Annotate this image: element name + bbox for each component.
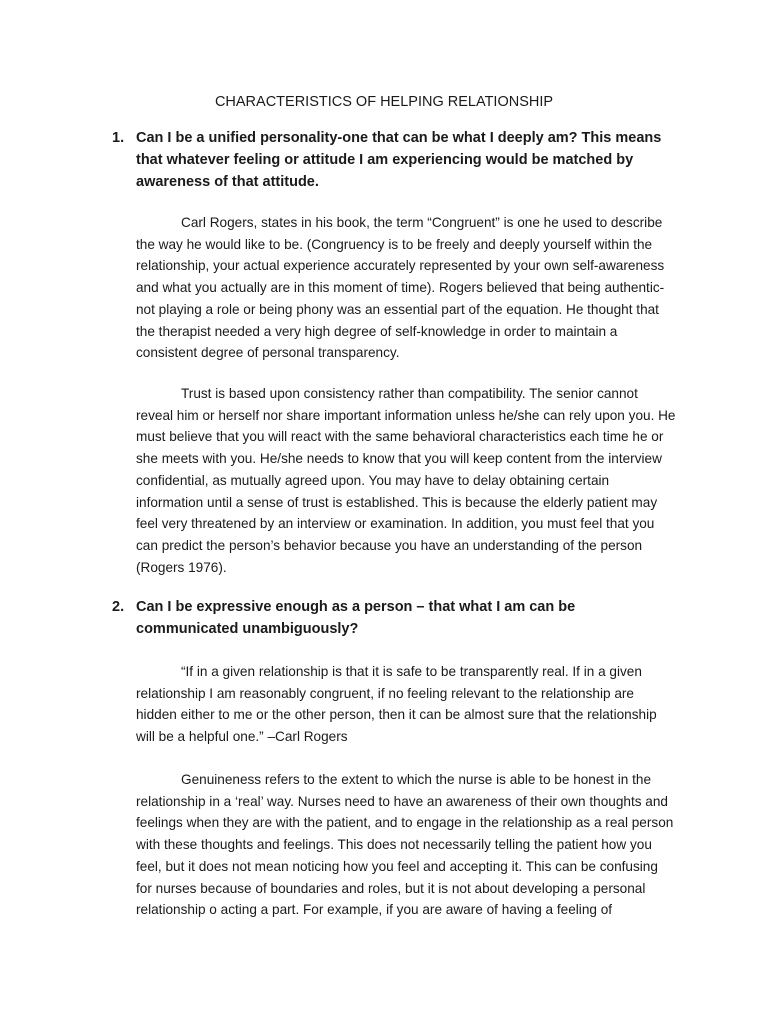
list-item-2 [112, 596, 672, 640]
paragraph-congruence: Carl Rogers, states in his book, the term “Congruent” is one he used to describe the way he would like to be. (Congruency is to be freely and deeply yourself within the relationship, your actual experience accurately represented by your own self-awareness and what you actually are in this moment of time). Rogers believed that being authentic-not playing a role or being phony was an essential part of the equation. He thought that the therapist needed a very high degree of self-knowledge in order to maintain a consistent degree of personal transparency. [136, 215, 665, 361]
paragraph-quote: “If in a given relationship is that it is safe to be transparently real. If in a given relationship I am reasonably congruent, if no feeling relevant to the relationship are hidden either to me or the other person, then it can be almost sure that the relationship will be a helpful one.” –Carl Rogers [136, 664, 657, 745]
question-heading: Can I be a unified personality-one that can be what I deeply am? This means that whatever feeling or attitude I am experiencing would be matched by awareness of that attitude. [136, 130, 662, 190]
document-title: CHARACTERISTICS OF HELPING RELATIONSHIP [214, 94, 554, 110]
list-number: 2. [112, 599, 125, 615]
list-item-1 [112, 127, 672, 193]
paragraph-trust: Trust is based upon consistency rather than compatibility. The senior cannot reveal him or herself nor share important information unless he/she can rely upon you. He must believe that you will react with the same behavioral characteristics each time he or she meets with you. He/she needs to know that you will keep content from the interview confidential, as mutually agreed upon. You may have to delay obtaining certain information until a sense of trust is established. This is because the elderly patient may feel very threatened by an interview or examination. In addition, you must feel that you can predict the person’s behavior because you have an understanding of the person (Rogers 1976). [136, 386, 676, 575]
paragraph-genuineness: Genuineness refers to the extent to which the nurse is able to be honest in the relationship in a ‘real’ way. Nurses need to have an awareness of their own thoughts and feelings when they are with the patient, and to engage in the relationship as a real person with these thoughts and feelings. This does not necessarily telling the patient how you feel, but it does not mean noticing how you feel and accepting it. This can be confusing for nurses because of boundaries and roles, but it is not about developing a personal relationship o acting a part. For example, if you are aware of having a feeling of [136, 772, 674, 918]
question-heading: Can I be expressive enough as a person – that what I am can be communicated unambiguously? [136, 599, 576, 637]
list-number: 1. [112, 130, 125, 146]
